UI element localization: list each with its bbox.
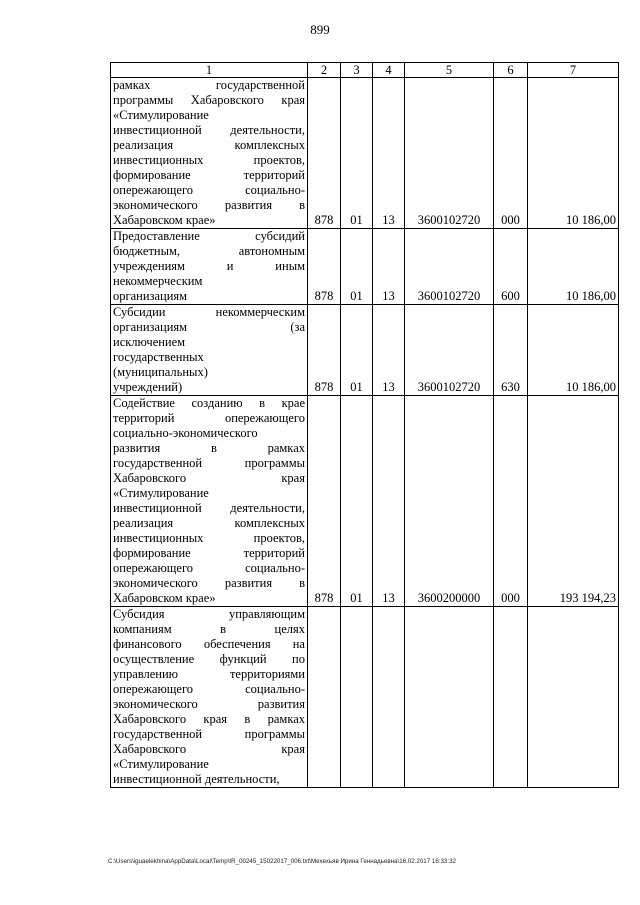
description-line: «Стимулирование — [113, 757, 209, 771]
description-line: Хабаровского края — [113, 742, 305, 756]
description-line: рамках государственной — [113, 78, 305, 92]
table-row — [111, 229, 619, 305]
description-line: Хабаровского края в рамках — [113, 712, 305, 726]
row-description — [111, 305, 308, 396]
header-cell: 5 — [405, 63, 494, 78]
subsection-code — [373, 607, 405, 788]
description-line: Хабаровском крае» — [113, 591, 216, 605]
budget-table — [110, 62, 619, 788]
description-line: Субсидия управляющим — [113, 607, 305, 621]
row-description — [111, 78, 308, 229]
description-line: Предоставление субсидий — [113, 229, 305, 243]
description-line: государственной программы — [113, 456, 305, 470]
target-article-code: 3600200000 — [405, 396, 494, 607]
ministry-code: 878 — [308, 78, 341, 229]
description-line: (муниципальных) — [113, 365, 208, 379]
table-header-row — [111, 63, 619, 78]
description-line: финансового обеспечения на — [113, 637, 305, 651]
description-line: инвестиционной деятельности, — [113, 772, 280, 786]
description-line: организациям — [113, 289, 188, 303]
table-row — [111, 78, 619, 229]
description-line: экономического развития в — [113, 198, 305, 212]
description-line: компаниям в целях — [113, 622, 305, 636]
description-line: программы Хабаровского края — [113, 93, 305, 107]
description-line: некоммерческим — [113, 274, 203, 288]
description-line: инвестиционной деятельности, — [113, 501, 305, 515]
file-path-footer: C:\Users\iguaelekhina\AppData\Local\Temp\IR_00245_15022017_006.txt\Мехехьяв Ирина Геннадьевна\16.02.2017 16:33:32 — [108, 858, 456, 865]
description-line: учреждениям и иным — [113, 259, 305, 273]
description-line: «Стимулирование — [113, 108, 209, 122]
expense-type-code: 600 — [494, 229, 528, 305]
row-description — [111, 607, 308, 788]
header-cell: 3 — [341, 63, 373, 78]
amount: 10 186,00 — [528, 229, 619, 305]
ministry-code: 878 — [308, 229, 341, 305]
header-cell: 4 — [373, 63, 405, 78]
header-cell: 1 — [111, 63, 308, 78]
table-body — [111, 63, 619, 788]
section-code: 01 — [341, 229, 373, 305]
section-code: 01 — [341, 396, 373, 607]
description-line: экономического развития в — [113, 576, 305, 590]
row-description — [111, 396, 308, 607]
description-line: развития в рамках — [113, 441, 305, 455]
expense-type-code: 000 — [494, 78, 528, 229]
description-line: опережающего социально- — [113, 561, 305, 575]
expense-type-code: 000 — [494, 396, 528, 607]
description-line: опережающего социально- — [113, 183, 305, 197]
ministry-code: 878 — [308, 396, 341, 607]
ministry-code: 878 — [308, 305, 341, 396]
section-code — [341, 607, 373, 788]
description-line: государственных — [113, 350, 204, 364]
description-line: экономического развития — [113, 697, 305, 711]
section-code: 01 — [341, 305, 373, 396]
target-article-code: 3600102720 — [405, 229, 494, 305]
description-line: учреждений) — [113, 380, 183, 394]
table-row — [111, 396, 619, 607]
target-article-code — [405, 607, 494, 788]
amount: 10 186,00 — [528, 78, 619, 229]
subsection-code: 13 — [373, 78, 405, 229]
description-line: территорий опережающего — [113, 411, 305, 425]
amount: 10 186,00 — [528, 305, 619, 396]
expense-type-code: 630 — [494, 305, 528, 396]
section-code: 01 — [341, 78, 373, 229]
description-line: инвестиционных проектов, — [113, 153, 305, 167]
table-row — [111, 607, 619, 788]
description-line: формирование территорий — [113, 546, 305, 560]
description-line: «Стимулирование — [113, 486, 209, 500]
description-line: реализация комплексных — [113, 138, 305, 152]
subsection-code: 13 — [373, 229, 405, 305]
expense-type-code — [494, 607, 528, 788]
description-line: Хабаровского края — [113, 471, 305, 485]
row-description — [111, 229, 308, 305]
description-line: осуществление функций по — [113, 652, 305, 666]
description-line: инвестиционных проектов, — [113, 531, 305, 545]
description-line: государственной программы — [113, 727, 305, 741]
description-line: формирование территорий — [113, 168, 305, 182]
ministry-code — [308, 607, 341, 788]
amount: 193 194,23 — [528, 396, 619, 607]
description-line: опережающего социально- — [113, 682, 305, 696]
subsection-code: 13 — [373, 396, 405, 607]
target-article-code: 3600102720 — [405, 78, 494, 229]
description-line: бюджетным, автономным — [113, 244, 305, 258]
subsection-code: 13 — [373, 305, 405, 396]
description-line: инвестиционной деятельности, — [113, 123, 305, 137]
description-line: реализация комплексных — [113, 516, 305, 530]
page-number: 899 — [310, 22, 330, 37]
amount — [528, 607, 619, 788]
description-line: Хабаровском крае» — [113, 213, 216, 227]
header-cell: 6 — [494, 63, 528, 78]
description-line: управлению территориями — [113, 667, 305, 681]
description-line: Субсидии некоммерческим — [113, 305, 305, 319]
header-cell: 2 — [308, 63, 341, 78]
header-cell: 7 — [528, 63, 619, 78]
target-article-code: 3600102720 — [405, 305, 494, 396]
description-line: исключением — [113, 335, 186, 349]
table-row — [111, 305, 619, 396]
description-line: социально-экономического — [113, 426, 258, 440]
description-line: организациям (за — [113, 320, 305, 334]
description-line: Содействие созданию в крае — [113, 396, 305, 410]
